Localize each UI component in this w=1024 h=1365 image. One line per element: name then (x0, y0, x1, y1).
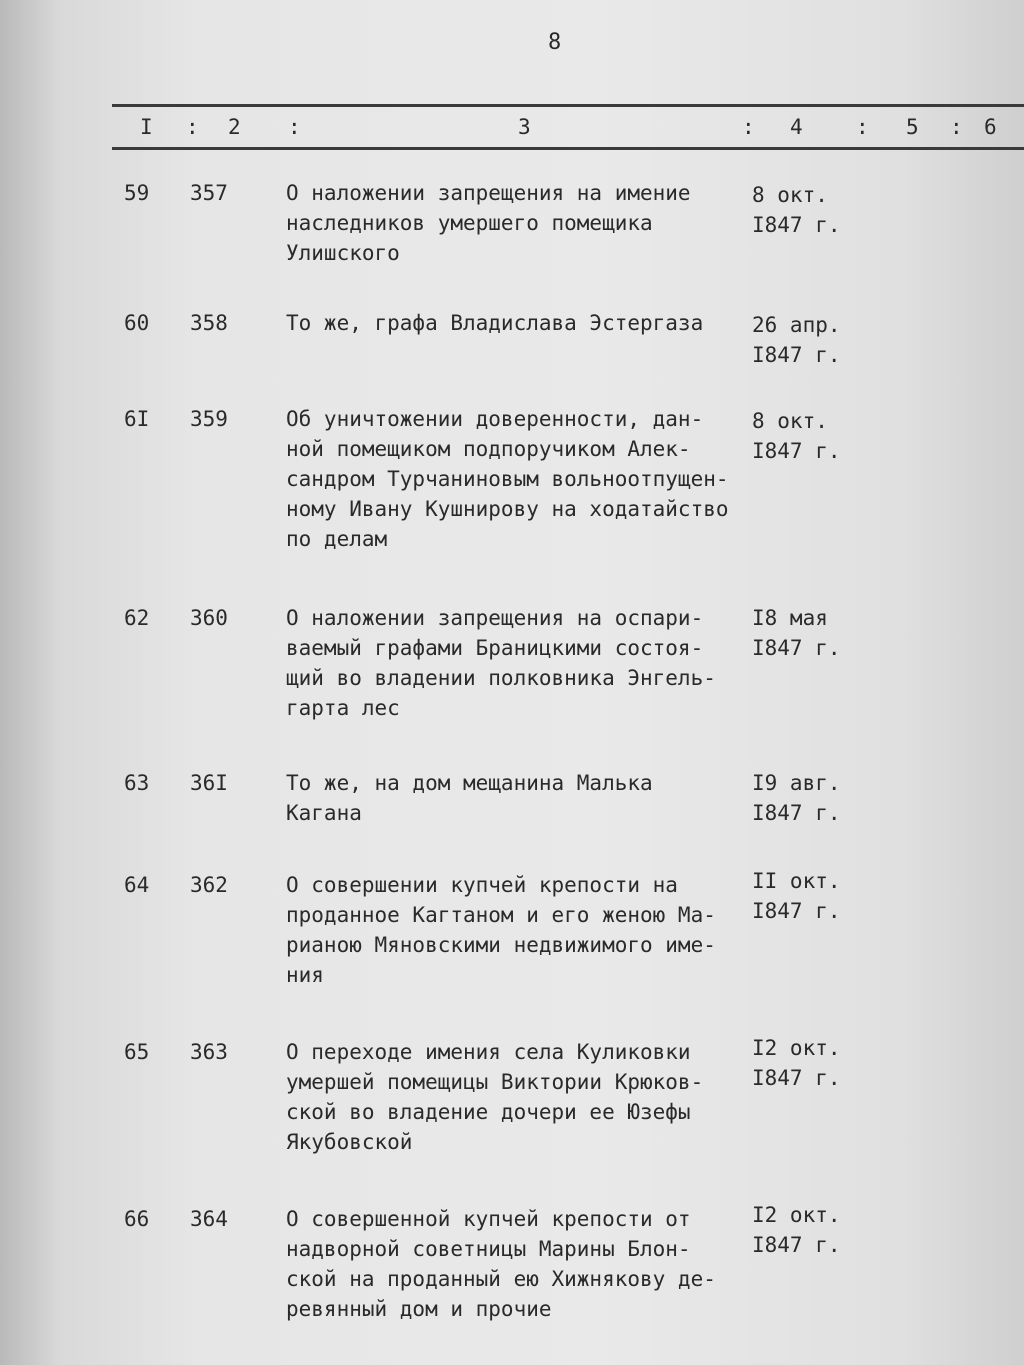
header-bottom-rule (112, 147, 1024, 150)
row-inventory-number: 359 (190, 407, 228, 431)
row-number: 60 (124, 311, 150, 335)
row-date: I8 мая I847 г. (752, 606, 841, 660)
row-number: 66 (124, 1207, 150, 1231)
row-number: 6I (124, 407, 150, 431)
row-inventory-number: 364 (190, 1207, 228, 1231)
page-number: 8 (548, 30, 562, 55)
row-date: 8 окт. I847 г. (752, 183, 841, 237)
row-description: О наложении запрещения на оспари- ваемый графами Браницкими состоя- щий во владении полковника Энгель- гарта лес (286, 606, 716, 720)
row-description: О совершенной купчей крепости от надворной советницы Марины Блон- ской на проданный ею Хижнякову де- ревянный дом и прочие (286, 1207, 716, 1321)
row-description: То же, графа Владислава Эстергаза (286, 311, 704, 335)
row-inventory-number: 36I (190, 771, 228, 795)
header-col-4: 4 (790, 115, 803, 139)
header-col-5: 5 (906, 115, 919, 139)
header-sep: : (288, 115, 301, 139)
row-date: 26 апр. I847 г. (752, 313, 841, 367)
row-inventory-number: 357 (190, 181, 228, 205)
header-col-6: 6 (984, 115, 997, 139)
row-description: О наложении запрещения на имение наследников умершего помещика Улишского (286, 181, 691, 265)
row-description: То же, на дом мещанина Малька Кагана (286, 771, 653, 825)
row-inventory-number: 360 (190, 606, 228, 630)
row-date: II окт. I847 г. (752, 869, 841, 923)
row-inventory-number: 363 (190, 1040, 228, 1064)
header-col-1: I (140, 115, 153, 139)
header-sep: : (856, 115, 869, 139)
row-number: 63 (124, 771, 150, 795)
row-number: 59 (124, 181, 150, 205)
row-number: 62 (124, 606, 150, 630)
header-col-3: 3 (518, 115, 531, 139)
header-col-2: 2 (228, 115, 241, 139)
row-date: I9 авг. I847 г. (752, 771, 841, 825)
row-date: I2 окт. I847 г. (752, 1036, 841, 1090)
header-sep: : (950, 115, 963, 139)
row-description: О переходе имения села Куликовки умершей помещицы Виктории Крюков- ской во владение дочери ее Юзефы Якубовской (286, 1040, 704, 1154)
row-number: 64 (124, 873, 150, 897)
row-description: О совершении купчей крепости на проданное Кагтаном и его женою Ма- рианою Мяновскими недвижимого име- ния (286, 873, 716, 987)
row-description: Об уничтожении доверенности, дан- ной помещиком подпоручиком Алек- сандром Турчаниновым вольноотпущен- ному Ивану Кушнирову на ходатайство по делам (286, 407, 729, 551)
header-sep: : (742, 115, 755, 139)
header-top-rule (112, 104, 1024, 107)
row-date: 8 окт. I847 г. (752, 409, 841, 463)
header-sep: : (186, 115, 199, 139)
row-number: 65 (124, 1040, 150, 1064)
row-inventory-number: 362 (190, 873, 228, 897)
row-date: I2 окт. I847 г. (752, 1203, 841, 1257)
row-inventory-number: 358 (190, 311, 228, 335)
